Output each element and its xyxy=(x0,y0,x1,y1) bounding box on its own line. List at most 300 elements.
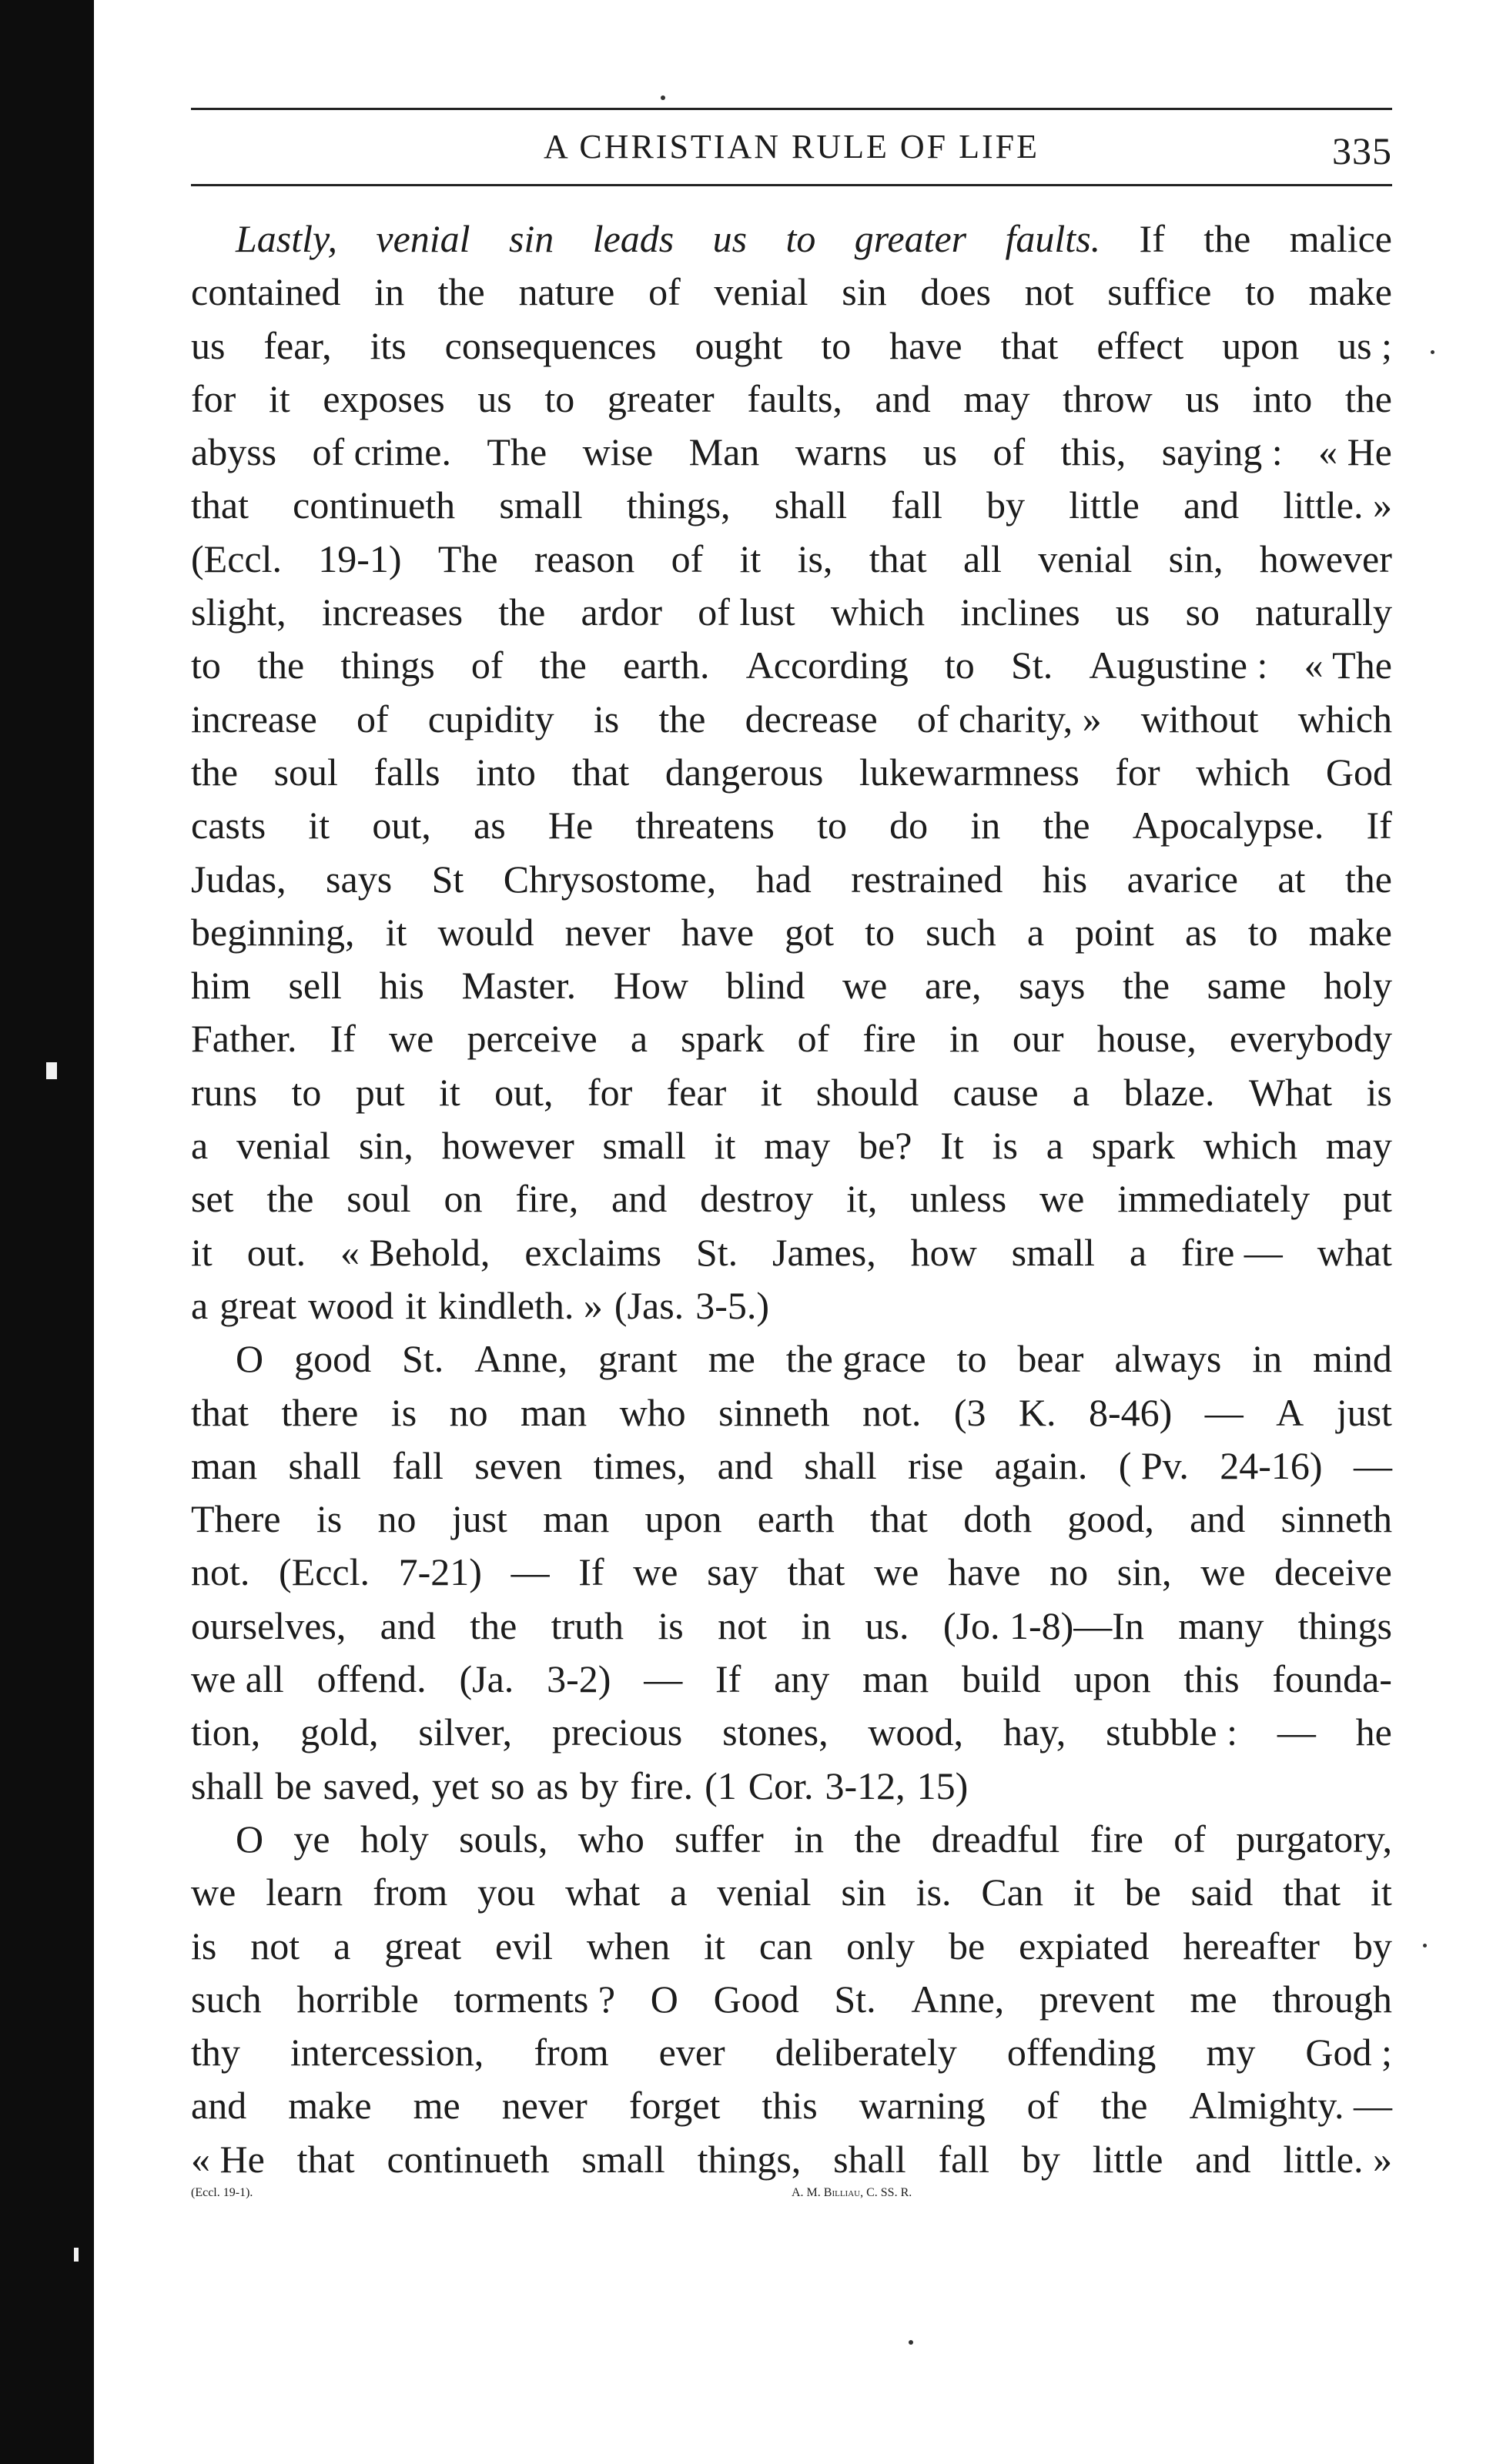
word: ardor xyxy=(581,590,663,634)
word: slight, xyxy=(191,590,286,634)
word: How xyxy=(613,964,688,1008)
word: earth xyxy=(757,1497,835,1541)
word: torments ? xyxy=(454,1977,616,2021)
word: that xyxy=(869,1497,928,1541)
text-line xyxy=(191,906,1392,959)
word: says xyxy=(326,857,393,901)
word: by xyxy=(1353,1924,1392,1968)
word: it, xyxy=(846,1177,878,1221)
word: things, xyxy=(697,2137,802,2181)
word: of lust xyxy=(698,590,795,634)
word: — xyxy=(644,1657,683,1701)
word: be xyxy=(1124,1871,1161,1914)
word: of xyxy=(470,644,504,687)
text-line xyxy=(191,853,1392,906)
book-spine-shadow xyxy=(0,0,94,2464)
word: Anne, xyxy=(911,1977,1005,2021)
word: intercession, xyxy=(290,2031,484,2075)
word: many xyxy=(1178,1603,1264,1647)
word: grant xyxy=(598,1337,678,1381)
word: fall xyxy=(891,483,942,527)
word: make xyxy=(288,2084,372,2128)
word: hereafter xyxy=(1183,1924,1320,1968)
text-line xyxy=(191,2079,1392,2132)
word: said xyxy=(1190,1871,1254,1914)
word: precious xyxy=(551,1710,683,1754)
word: who xyxy=(619,1390,686,1434)
word: 3-2) xyxy=(547,1657,611,1701)
text-line xyxy=(191,1600,1392,1653)
word: greater xyxy=(854,217,967,260)
word: of xyxy=(356,697,389,741)
word: fire xyxy=(1090,1817,1143,1861)
word: everybody xyxy=(1229,1017,1392,1061)
word: have xyxy=(889,323,962,367)
word: man xyxy=(521,1390,587,1434)
word: fear, xyxy=(263,323,332,367)
word: not xyxy=(718,1603,767,1647)
text-line xyxy=(191,1760,1392,1813)
word: earth. xyxy=(623,644,710,687)
word: to xyxy=(1245,270,1275,314)
text-line xyxy=(191,1119,1392,1172)
word: continueth xyxy=(293,483,456,527)
word: blind xyxy=(725,964,805,1008)
word: the grace xyxy=(785,1337,926,1381)
word: not. xyxy=(191,1550,250,1594)
word: Father. xyxy=(191,1017,297,1061)
word: for xyxy=(191,376,236,420)
word: have xyxy=(681,910,755,954)
text-line xyxy=(191,1866,1392,1919)
word: from xyxy=(373,1871,448,1914)
word: in xyxy=(801,1603,832,1647)
word: the xyxy=(1344,376,1392,420)
word: deliberately xyxy=(775,2031,957,2075)
word: little xyxy=(1069,483,1140,527)
word: learn xyxy=(266,1871,343,1914)
word: a xyxy=(1026,910,1045,954)
word: continueth xyxy=(387,2137,550,2181)
word: saying : xyxy=(1161,430,1283,474)
word: however xyxy=(441,1124,574,1168)
word: does xyxy=(920,270,991,314)
word: from xyxy=(534,2031,609,2075)
word: exposes xyxy=(323,376,445,420)
word: warns xyxy=(795,430,888,474)
word: fear xyxy=(666,1070,727,1114)
word: sell xyxy=(288,964,342,1008)
word: perceive xyxy=(467,1017,598,1061)
word: the xyxy=(1122,964,1170,1008)
text-line xyxy=(191,1332,1392,1386)
word: so xyxy=(1185,590,1220,634)
word: St. xyxy=(1011,644,1053,687)
word: we xyxy=(874,1550,919,1594)
word: shall xyxy=(833,2137,906,2181)
word: contained xyxy=(191,270,341,314)
body-text xyxy=(191,212,1392,2186)
word: a xyxy=(191,1283,209,1327)
word: me xyxy=(708,1337,755,1381)
word: immediately xyxy=(1117,1177,1311,1221)
word: « He xyxy=(1318,430,1392,474)
word: me xyxy=(413,2084,460,2128)
word: we xyxy=(1039,1177,1085,1221)
word: the xyxy=(1043,804,1090,848)
word: of xyxy=(1173,1817,1206,1861)
word: is xyxy=(316,1497,343,1541)
word: upon xyxy=(1073,1657,1151,1701)
word: to xyxy=(956,1337,987,1381)
word: warning xyxy=(859,2084,986,2128)
word: without xyxy=(1140,697,1259,741)
word: he xyxy=(1355,1710,1392,1754)
word: which xyxy=(1203,1124,1297,1168)
text-line xyxy=(191,1279,1392,1332)
word: (1 xyxy=(705,1764,737,1807)
text-line xyxy=(191,1493,1392,1546)
word: If xyxy=(1366,804,1392,848)
text-line xyxy=(191,1439,1392,1493)
word: threatens xyxy=(635,804,775,848)
word: is xyxy=(658,1603,684,1647)
word: which xyxy=(1297,697,1392,741)
word: this, xyxy=(1060,430,1126,474)
word: by xyxy=(986,483,1026,527)
signature-suffix: , C. SS. R. xyxy=(860,2185,912,2199)
word: faults, xyxy=(747,376,842,420)
word: faults. xyxy=(1005,217,1101,260)
word: If xyxy=(330,1017,356,1061)
text-line xyxy=(191,2026,1392,2079)
word: not xyxy=(1024,270,1074,314)
word: when xyxy=(586,1924,671,1968)
text-line xyxy=(191,1172,1392,1225)
word: — xyxy=(1353,1443,1392,1487)
word: dangerous xyxy=(664,750,824,794)
book-page xyxy=(191,108,1392,2239)
word: falls xyxy=(373,750,440,794)
word: (Eccl. xyxy=(191,537,282,580)
word: to xyxy=(291,1070,322,1114)
word: may xyxy=(1325,1124,1392,1168)
word: stubble : xyxy=(1106,1710,1237,1754)
signature-initials: A. M. xyxy=(792,2185,821,2199)
text-line xyxy=(191,373,1392,426)
word: to xyxy=(785,217,816,260)
word: us xyxy=(922,430,958,474)
word: If xyxy=(578,1550,604,1594)
print-speck xyxy=(909,2340,913,2345)
word: his xyxy=(1042,857,1088,901)
text-line xyxy=(191,586,1392,639)
word: exclaims xyxy=(524,1230,662,1274)
word: that xyxy=(571,750,630,794)
text-line xyxy=(191,693,1392,746)
word: ( Pv. xyxy=(1118,1443,1189,1487)
word: the xyxy=(191,750,239,794)
word: sin xyxy=(841,1871,886,1914)
text-line xyxy=(191,746,1392,799)
word: good, xyxy=(1067,1497,1154,1541)
word: leads xyxy=(592,217,675,260)
word: we xyxy=(191,1871,236,1914)
word: make xyxy=(1308,910,1392,954)
word: abyss xyxy=(191,430,277,474)
word: thy xyxy=(191,2031,240,2075)
word: that xyxy=(296,2137,355,2181)
word: yet xyxy=(431,1764,480,1807)
word: horrible xyxy=(296,1977,419,2021)
text-line xyxy=(191,1386,1392,1439)
word: to xyxy=(821,323,852,367)
word: however xyxy=(1259,537,1392,580)
word: out. xyxy=(246,1230,306,1274)
word: to xyxy=(817,804,847,848)
word: — xyxy=(510,1550,550,1594)
word: deceive xyxy=(1274,1550,1392,1594)
word: is xyxy=(1366,1070,1392,1114)
word: destroy xyxy=(700,1177,814,1221)
word: Master. xyxy=(461,964,577,1008)
word: (Jo. 1-8)—In xyxy=(942,1603,1144,1647)
word: in xyxy=(1252,1337,1283,1381)
word: is, xyxy=(797,537,833,580)
word: the xyxy=(658,697,706,741)
word: it xyxy=(308,804,330,848)
word: 24-16) xyxy=(1220,1443,1323,1487)
word: by xyxy=(1021,2137,1060,2181)
spine-mark xyxy=(74,2248,79,2262)
word: only xyxy=(846,1924,916,1968)
word: fire. xyxy=(630,1764,694,1807)
word: effect xyxy=(1096,323,1184,367)
text-line xyxy=(191,479,1392,532)
word: 3-5.) xyxy=(695,1283,769,1327)
word: runs xyxy=(191,1070,258,1114)
word: (Ja. xyxy=(459,1657,514,1701)
word: and xyxy=(1183,483,1240,527)
word: dreadful xyxy=(931,1817,1060,1861)
word: reason xyxy=(534,537,635,580)
word: is xyxy=(992,1124,1018,1168)
signature-name xyxy=(824,2186,860,2199)
word: K. xyxy=(1018,1390,1056,1434)
word: can xyxy=(758,1924,813,1968)
word: the xyxy=(539,644,587,687)
word: be xyxy=(948,1924,986,1968)
word: it xyxy=(268,376,290,420)
text-line xyxy=(191,1973,1392,2026)
word: there xyxy=(281,1390,359,1434)
word: « The xyxy=(1304,644,1392,687)
word: soul xyxy=(346,1177,411,1221)
word: things, xyxy=(626,483,731,527)
word: fall xyxy=(392,1443,444,1487)
word: Good xyxy=(713,1977,799,2021)
word: it xyxy=(704,1924,725,1968)
word: as xyxy=(536,1764,569,1807)
text-line xyxy=(191,959,1392,1012)
word: have xyxy=(948,1550,1021,1594)
word: do xyxy=(889,804,929,848)
word: beginning, xyxy=(191,910,355,954)
word: things xyxy=(340,644,435,687)
word: fire — xyxy=(1180,1230,1283,1274)
word: we all xyxy=(191,1657,284,1701)
word: it xyxy=(191,1230,213,1274)
text-line xyxy=(191,1706,1392,1759)
word: us xyxy=(1115,590,1150,634)
word: of xyxy=(1026,2084,1059,2128)
word: out, xyxy=(494,1070,554,1114)
word: build xyxy=(961,1657,1041,1701)
word: hay, xyxy=(1003,1710,1066,1754)
word: is xyxy=(390,1390,417,1434)
word: may xyxy=(963,376,1030,420)
word: in xyxy=(794,1817,825,1861)
word: Cor. xyxy=(748,1764,814,1807)
word: that xyxy=(869,537,927,580)
word: and xyxy=(875,376,931,420)
word: a xyxy=(1046,1124,1063,1168)
word: « He xyxy=(191,2137,265,2181)
word: prevent xyxy=(1039,1977,1155,2021)
word: it xyxy=(714,1124,736,1168)
word: bear xyxy=(1017,1337,1084,1381)
word: for xyxy=(587,1070,633,1114)
word: — xyxy=(1204,1390,1244,1434)
word: a xyxy=(670,1871,688,1914)
word: set xyxy=(191,1177,234,1221)
word: got xyxy=(785,910,835,954)
word: consequences xyxy=(444,323,657,367)
word: say xyxy=(707,1550,758,1594)
word: shall xyxy=(774,483,848,527)
word: is xyxy=(593,697,620,741)
word: sin xyxy=(508,217,554,260)
word: us ; xyxy=(1337,323,1392,367)
running-header xyxy=(191,110,1392,186)
word: St. xyxy=(695,1230,738,1274)
word: wood, xyxy=(868,1710,964,1754)
signature-name-cap: B xyxy=(823,2185,832,2199)
word: the xyxy=(257,644,305,687)
word: increase xyxy=(191,697,317,741)
word: put xyxy=(355,1070,405,1114)
word: me xyxy=(1190,1977,1237,2021)
word: and xyxy=(717,1443,773,1487)
word: 8-46) xyxy=(1088,1390,1173,1434)
word: suffer xyxy=(675,1817,764,1861)
word: through xyxy=(1272,1977,1392,2021)
word: 19-1) xyxy=(318,537,402,580)
word: If xyxy=(715,1657,741,1701)
word: this xyxy=(762,2084,818,2128)
word: a xyxy=(191,1124,209,1168)
running-title: A CHRISTIAN RULE OF LIFE xyxy=(543,128,1040,165)
word: a xyxy=(333,1924,351,1968)
word: unless xyxy=(910,1177,1007,1221)
word: soul xyxy=(273,750,338,794)
word: suffice xyxy=(1107,270,1212,314)
word: by xyxy=(580,1764,619,1807)
word: seven xyxy=(474,1443,563,1487)
word: Anne, xyxy=(474,1337,568,1381)
word: would xyxy=(437,910,534,954)
word: at xyxy=(1277,857,1306,901)
word: Can xyxy=(981,1871,1043,1914)
word: There xyxy=(191,1497,281,1541)
word: venial xyxy=(717,1871,812,1914)
word: small xyxy=(499,483,583,527)
word: stones, xyxy=(722,1710,829,1754)
word: never xyxy=(501,2084,587,2128)
word: lukewarmness xyxy=(859,750,1080,794)
word: man xyxy=(862,1657,929,1701)
word: inclines xyxy=(960,590,1080,634)
word: wise xyxy=(582,430,654,474)
word: cupidity xyxy=(427,697,554,741)
word: holy xyxy=(1324,964,1392,1008)
word: in xyxy=(374,270,404,314)
word: the xyxy=(266,1177,314,1221)
word: such xyxy=(191,1977,262,2021)
word: him xyxy=(191,964,251,1008)
word: silver, xyxy=(418,1710,512,1754)
word: « Behold, xyxy=(340,1230,490,1274)
text-line xyxy=(191,212,1392,266)
word: shall xyxy=(804,1443,877,1487)
word: just xyxy=(1336,1390,1392,1434)
page-number: 335 xyxy=(1332,129,1392,172)
word: a xyxy=(1072,1070,1090,1114)
word: sinneth xyxy=(718,1390,830,1434)
word: of xyxy=(671,537,704,580)
word: fall xyxy=(938,2137,990,2181)
word: are, xyxy=(925,964,982,1008)
word: Apocalypse. xyxy=(1132,804,1324,848)
author-signature xyxy=(792,2186,912,2239)
word: greater xyxy=(607,376,715,420)
word: increases xyxy=(321,590,464,634)
word: blaze. xyxy=(1123,1070,1215,1114)
closing-citation: (Eccl. 19-1). xyxy=(191,2185,253,2199)
word: restrained xyxy=(851,857,1003,901)
word: and xyxy=(380,1603,436,1647)
word: never xyxy=(564,910,651,954)
word: what xyxy=(1317,1230,1392,1274)
text-line xyxy=(191,426,1392,479)
word: the xyxy=(470,1603,517,1647)
word: venial xyxy=(1038,537,1133,580)
text-line xyxy=(191,1066,1392,1119)
word: great xyxy=(384,1924,462,1968)
word: we xyxy=(389,1017,434,1061)
word: all xyxy=(962,537,1002,580)
word: we xyxy=(633,1550,678,1594)
text-line xyxy=(191,639,1392,692)
word: no xyxy=(1049,1550,1089,1594)
word: to xyxy=(1247,910,1278,954)
word: so xyxy=(490,1764,525,1807)
word: God xyxy=(1325,750,1392,794)
word: doth xyxy=(963,1497,1033,1541)
word: St xyxy=(431,857,464,901)
word: and xyxy=(191,2084,247,2128)
word: St. xyxy=(834,1977,876,2021)
